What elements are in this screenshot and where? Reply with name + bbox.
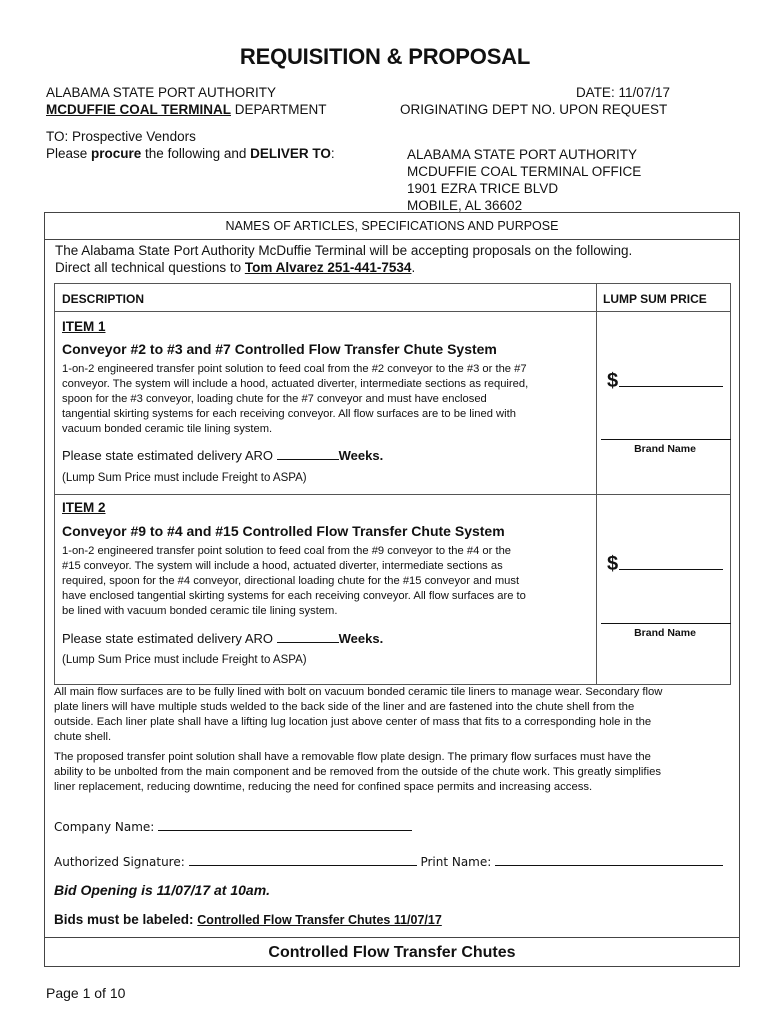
item-description [62, 544, 588, 619]
intro-text [55, 242, 632, 276]
address-line: 1901 EZRA TRICE BLVD [407, 181, 559, 196]
authorized-signature-line [54, 853, 723, 869]
lump-sum-price-header: LUMP SUM PRICE [603, 292, 707, 306]
company-name-line [54, 818, 412, 834]
aro-line [62, 630, 383, 646]
brand-name-label: Brand Name [634, 443, 696, 455]
brand-name-field[interactable] [601, 439, 731, 440]
intro-contact-line [55, 259, 632, 276]
delivery-address [407, 146, 641, 214]
table-row [55, 495, 730, 684]
table-row [55, 312, 730, 495]
item-label: ITEM 1 [62, 319, 106, 334]
address-line: MOBILE, AL 36602 [407, 198, 523, 213]
description-line: have enclosed tangential skirting systems for each receiving conveyor. All flow surfaces are to [62, 590, 526, 602]
to-line: TO: Prospective Vendors [46, 129, 196, 144]
liner-paragraph [54, 685, 734, 745]
aro-line [62, 447, 383, 463]
print-name-field[interactable] [495, 853, 723, 866]
procure-text: procure [91, 145, 142, 161]
aro-prefix: Please state estimated delivery ARO [62, 631, 277, 646]
price-field[interactable] [607, 370, 723, 393]
item-label: ITEM 2 [62, 500, 106, 515]
paragraph-line: outside. Each liner plate shall have a lifting lug location just above center of mass that fits to a corresponding hole in the [54, 716, 652, 728]
paragraph-line: chute shell. [54, 731, 112, 743]
items-table [54, 283, 731, 685]
department-name: MCDUFFIE COAL TERMINAL [46, 101, 231, 117]
to-block [46, 129, 335, 162]
description-line: 1-on-2 engineered transfer point solution to feed coal from the #2 conveyor to the #3 or the #7 [62, 363, 527, 375]
item-description [62, 362, 588, 437]
dollar-sign: $ [607, 370, 619, 392]
description-line: required, spoon for the #4 conveyor, directional loading chute for the #15 conveyor and must [62, 575, 520, 587]
procure-line [46, 146, 335, 163]
aro-suffix: Weeks. [338, 448, 384, 463]
paragraph-line: plate liners will have multiple studs welded to the back side of the liner and are fastened into the chute shell from the [54, 701, 635, 713]
intro-line: The Alabama State Port Authority McDuffie Terminal will be accepting proposals on the following. [55, 243, 633, 258]
description-line: spoon for the #3 conveyor, loading chute for the #7 conveyor and must have enclosed [62, 393, 487, 405]
colon-text: : [330, 145, 335, 161]
address-line: ALABAMA STATE PORT AUTHORITY [407, 147, 638, 162]
specifications-box [44, 212, 740, 967]
paragraph-line: All main flow surfaces are to be fully lined with bolt on vacuum bonded ceramic tile liners to manage wear. Secondary flow [54, 686, 663, 698]
org-name: ALABAMA STATE PORT AUTHORITY [46, 85, 277, 100]
bid-label-line [54, 912, 442, 927]
department-line [46, 102, 327, 119]
address-line: MCDUFFIE COAL TERMINAL OFFICE [407, 164, 642, 179]
please-text: Please [46, 145, 92, 161]
description-line: 1-on-2 engineered transfer point solution to feed coal from the #9 conveyor to the #4 or the [62, 545, 512, 557]
department-suffix: DEPARTMENT [231, 101, 327, 117]
footer-title: Controlled Flow Transfer Chutes [268, 944, 516, 961]
item-title: Conveyor #2 to #3 and #7 Controlled Flow Transfer Chute System [62, 341, 497, 357]
header-left [46, 85, 327, 118]
footer-divider [45, 937, 739, 938]
paragraph-line: liner replacement, reducing downtime, reducing the need for confined space permits and increasing access. [54, 781, 593, 793]
authorized-signature-label: Authorized Signature: [54, 855, 185, 869]
table-header-row [55, 284, 730, 312]
originating-dept-line: ORIGINATING DEPT NO. UPON REQUEST [400, 101, 668, 117]
deliver-to-text: DELIVER TO [250, 145, 331, 161]
aro-weeks-field[interactable] [277, 630, 339, 643]
company-name-label: Company Name: [54, 820, 155, 834]
page-number: Page 1 of 10 [46, 985, 126, 1001]
description-line: be lined with vacuum bonded ceramic tile lining system. [62, 605, 338, 617]
price-blank[interactable] [619, 553, 723, 570]
brand-name-field[interactable] [601, 623, 731, 624]
bid-opening: Bid Opening is 11/07/17 at 10am. [54, 882, 271, 898]
contact-link[interactable]: Tom Alvarez 251-441-7534 [244, 260, 412, 275]
company-name-field[interactable] [158, 818, 412, 831]
description-line: #15 conveyor. The system will include a hood, actuated diverter, intermediate sections as [62, 560, 503, 572]
intro-prefix: Direct all technical questions to [55, 260, 245, 275]
description-header: DESCRIPTION [62, 292, 145, 306]
item-title: Conveyor #9 to #4 and #15 Controlled Flow Transfer Chute System [62, 523, 505, 539]
date-line: DATE: 11/07/17 [575, 85, 670, 100]
names-header: NAMES OF ARTICLES, SPECIFICATIONS AND PURPOSE [45, 213, 739, 240]
header-right [400, 85, 676, 118]
bid-label-prefix: Bids must be labeled: [54, 912, 198, 927]
description-line: tangential skirting systems for each receiving conveyor. All flow surfaces are to be lined with [62, 408, 516, 420]
brand-name-label: Brand Name [634, 627, 696, 639]
freight-note: (Lump Sum Price must include Freight to ASPA) [62, 472, 307, 484]
paragraph-line: The proposed transfer point solution shall have a removable flow plate design. The primary flow surfaces must have the [54, 751, 651, 763]
page-title: REQUISITION & PROPOSAL [239, 44, 531, 69]
intro-suffix: . [411, 260, 416, 275]
dollar-sign: $ [607, 553, 619, 575]
aro-weeks-field[interactable] [277, 447, 339, 460]
description-line: conveyor. The system will include a hood, actuated diverter, intermediate sections as required, [62, 378, 529, 390]
middle-text: the following and [141, 145, 251, 161]
aro-prefix: Please state estimated delivery ARO [62, 448, 277, 463]
aro-suffix: Weeks. [338, 631, 384, 646]
authorized-signature-field[interactable] [189, 853, 417, 866]
print-name-label: Print Name: [420, 855, 492, 869]
price-blank[interactable] [619, 370, 723, 387]
freight-note: (Lump Sum Price must include Freight to ASPA) [62, 654, 307, 666]
bid-label-value: Controlled Flow Transfer Chutes 11/07/17 [197, 913, 442, 927]
paragraph-line: ability to be unbolted from the main component and be removed from the outside of the chute work. This greatly simplifies [54, 766, 662, 778]
description-line: vacuum bonded ceramic tile lining system. [62, 423, 273, 435]
flow-plate-paragraph [54, 750, 734, 795]
price-field[interactable] [607, 553, 723, 576]
